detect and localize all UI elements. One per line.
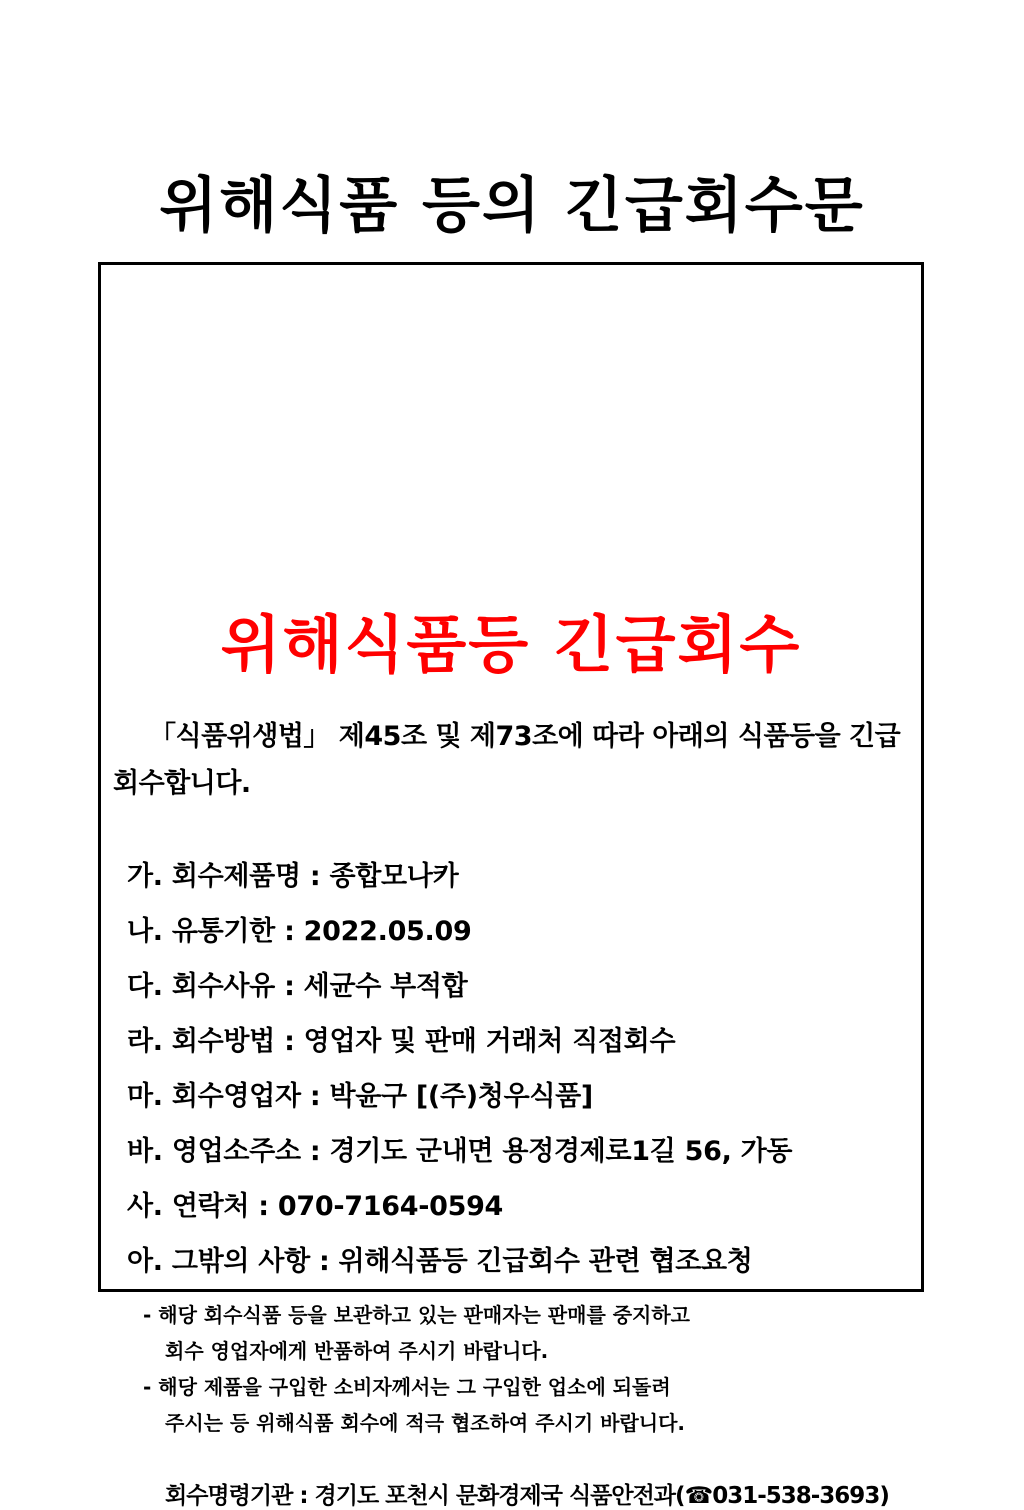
detail-business-address: 바. 영업소주소 : 경기도 군내면 용정경제로1길 56, 가동 — [127, 1136, 793, 1167]
detail-contact: 사. 연락처 : 070-7164-0594 — [127, 1191, 504, 1222]
detail-expiry-date: 나. 유통기한 : 2022.05.09 — [127, 916, 472, 947]
note-line: - 해당 회수식품 등을 보관하고 있는 판매자는 판매를 중지하고 — [143, 1303, 691, 1327]
recall-details-list — [127, 855, 792, 1295]
intro-paragraph: 「식품위생법」 제45조 및 제73조에 따라 아래의 식품등을 긴급 회수합니다. — [113, 721, 901, 799]
detail-recall-method: 라. 회수방법 : 영업자 및 판매 거래처 직접회수 — [127, 1026, 676, 1057]
detail-product-name: 가. 회수제품명 : 종합모나카 — [127, 861, 459, 892]
notes — [143, 1297, 690, 1441]
recall-notice-box — [98, 262, 924, 1509]
note-line: 주시는 등 위해식품 회수에 적극 협조하여 주시기 바랍니다. — [165, 1411, 686, 1435]
detail-recall-reason: 다. 회수사유 : 세균수 부적합 — [127, 971, 468, 1002]
detail-business-operator: 마. 회수영업자 : 박윤구 [(주)청우식품] — [127, 1081, 593, 1112]
issuing-authority: 회수명령기관 : 경기도 포천시 문화경제국 식품안전과(☎031-538-3693) — [165, 1483, 889, 1509]
note-line: - 해당 제품을 구입한 소비자께서는 그 구입한 업소에 되돌려 — [143, 1375, 671, 1399]
document-title: 위해식품 등의 긴급회수문 — [159, 171, 865, 241]
notice-heading: 위해식품등 긴급회수 — [220, 608, 802, 681]
detail-other: 아. 그밖의 사항 : 위해식품등 긴급회수 관련 협조요청 — [127, 1246, 753, 1277]
note-line: 회수 영업자에게 반품하여 주시기 바랍니다. — [165, 1339, 549, 1363]
